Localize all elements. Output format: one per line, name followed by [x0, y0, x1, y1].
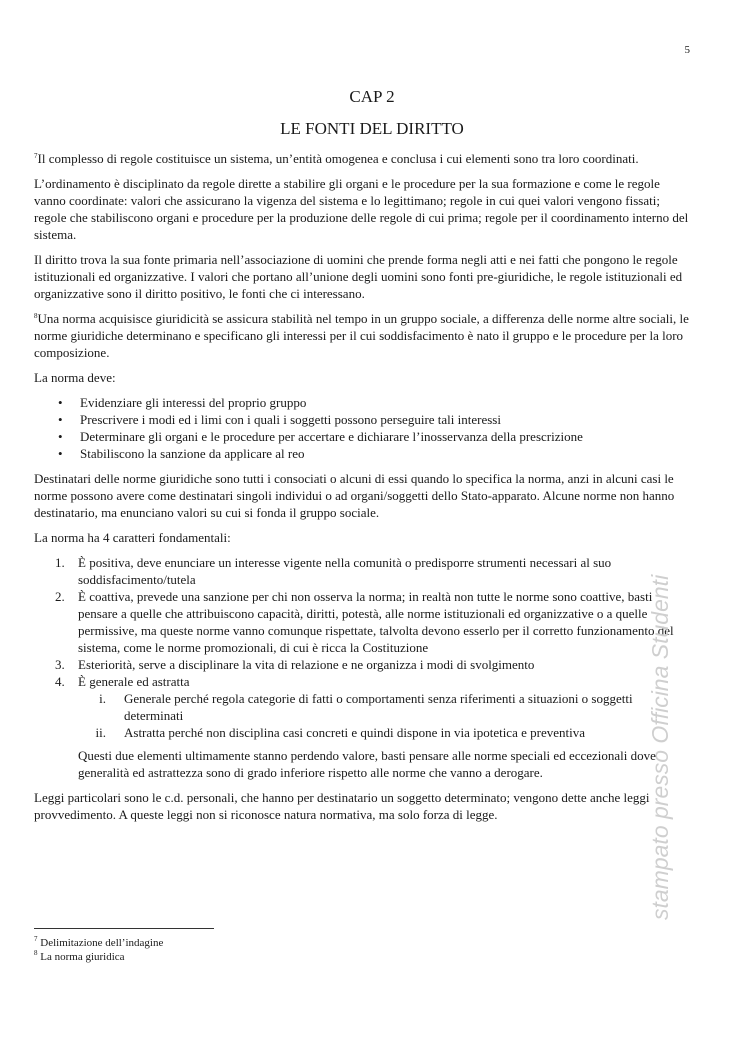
paragraph-8: Leggi particolari sono le c.d. personali, che hanno per destinatario un soggetto determinato; vengono dette anche leggi provvedimento. A queste leggi non si riconosce natura normativa, ma solo forza di legge. — [34, 790, 650, 822]
footnote-number: 7 — [34, 935, 38, 943]
roman-number: i. — [99, 691, 106, 706]
paragraph-1 — [34, 150, 690, 167]
footnote-ref-7: 7 — [34, 152, 38, 160]
list-number: 4. — [55, 674, 65, 689]
bullet-item: • Prescrivere i modi ed i limi con i quali i soggetti possono perseguire tali interessi — [58, 411, 690, 428]
character-item — [34, 673, 690, 781]
character-item — [34, 588, 690, 656]
bullet-item: • Evidenziare gli interessi del proprio gruppo — [58, 394, 690, 411]
paragraph-1-text: Il complesso di regole costituisce un sistema, un’entità omogenea e conclusa i cui elementi sono tra loro coordinati. — [37, 151, 639, 166]
footnote-text: Delimitazione dell’indagine — [40, 937, 164, 949]
sub-item — [78, 690, 690, 724]
paragraph-5: La norma deve: — [34, 370, 116, 385]
page-body — [34, 150, 690, 831]
character-item — [34, 656, 690, 673]
page-number: 5 — [684, 44, 690, 56]
list-item-text: Esteriorità, serve a disciplinare la vita di relazione e ne organizza i modi di svolgimento — [78, 657, 535, 672]
footnote-number: 8 — [34, 949, 38, 957]
chapter-title: LE FONTI DEL DIRITTO — [280, 119, 464, 138]
sub-item-text: Generale perché regola categorie di fatti o comportamenti senza riferimenti a situazioni o soggetti determinati — [124, 691, 633, 723]
footnote-8 — [34, 950, 163, 964]
roman-number: ii. — [95, 725, 106, 740]
paragraph-2: L’ordinamento è disciplinato da regole dirette a stabilire gli organi e le procedure per la sua formazione e come le regole vanno coordinate: valori che assicurano la vigenza del sistema e lo legittimano; regole in cui quei valori vengono fissati; regole che stabiliscono organi e procedure per la produzione delle regole di cui prima; regole per il coordinamento interno del sistema. — [34, 176, 689, 242]
watermark: stampato presso Officina Studenti — [647, 574, 673, 920]
paragraph-3: Il diritto trova la sua fonte primaria nell’associazione di uomini che prende forma negli atti e nei fatti che pongono le regole istituzionali ed organizzative. I valori che portano all’unione degli uomini sono fonti pre-giuridiche, le regole istituzionali ed organizzative sono il diritto positivo, le fonti che ci interessano. — [34, 252, 683, 301]
bullet-item: • Stabiliscono la sanzione da applicare al reo — [58, 445, 690, 462]
footnote-separator — [34, 928, 214, 929]
list-item-text: È generale ed astratta — [78, 674, 190, 689]
chapter-number: CAP 2 — [349, 87, 395, 106]
bullet-list — [34, 394, 690, 462]
indented-note: Questi due elementi ultimamente stanno perdendo valore, basti pensare alle norme speciali ed eccezionali dove generalità ed astrattezza sono di grado inferiore rispetto alle norme che vanno a derogare. — [78, 748, 656, 780]
list-number: 1. — [55, 555, 65, 570]
bullet-item: • Determinare gli organi e le procedure per accertare e dichiarare l’inosservanza della prescrizione — [58, 428, 690, 445]
footnote-text: La norma giuridica — [40, 951, 125, 963]
paragraph-7: La norma ha 4 caratteri fondamentali: — [34, 530, 231, 545]
list-number: 3. — [55, 657, 65, 672]
footnote-ref-8: 8 — [34, 312, 38, 320]
paragraph-4 — [34, 310, 690, 361]
footnotes — [34, 936, 163, 964]
sub-item-text: Astratta perché non disciplina casi concreti e quindi dispone in via ipotetica e preventiva — [124, 725, 585, 740]
list-item-text: È positiva, deve enunciare un interesse vigente nella comunità o predisporre strumenti necessari al suo soddisfacimento/tutela — [78, 555, 612, 587]
list-number: 2. — [55, 589, 65, 604]
characters-list — [34, 554, 690, 781]
paragraph-4-text: Una norma acquisisce giuridicità se assicura stabilità nel tempo in un gruppo sociale, a differenza delle norme altre sociali, le norme giuridiche determinano e specificano gli interessi per il cui soddisfacimento è nato il gruppo e le procedure per la loro composizione. — [34, 311, 689, 360]
list-item-text: È coattiva, prevede una sanzione per chi non osserva la norma; in realtà non tutte le norme sono coattive, basti pensare a quelle che attribuiscono capacità, diritti, potestà, alle norme istituzionali ed organizzative o a quelle permissive, ma queste norme vanno comunque rispettate, talvolta devono esserlo per il corretto funzionamento del sistema, come le norme promozionali, di cui è ricca la Costituzione — [78, 589, 674, 655]
footnote-7 — [34, 936, 163, 950]
sub-item — [78, 724, 690, 741]
paragraph-6: Destinatari delle norme giuridiche sono tutti i consociati o alcuni di essi quando lo specifica la norma, anzi in alcuni casi le norme possono avere come destinatari singoli individui o ad organi/soggetti dello Stato-apparato. Alcune norme non hanno destinatario, ma enunciano valori su cui si fonda il gruppo sociale. — [34, 471, 675, 520]
character-item — [34, 554, 690, 588]
sub-list — [78, 690, 690, 741]
